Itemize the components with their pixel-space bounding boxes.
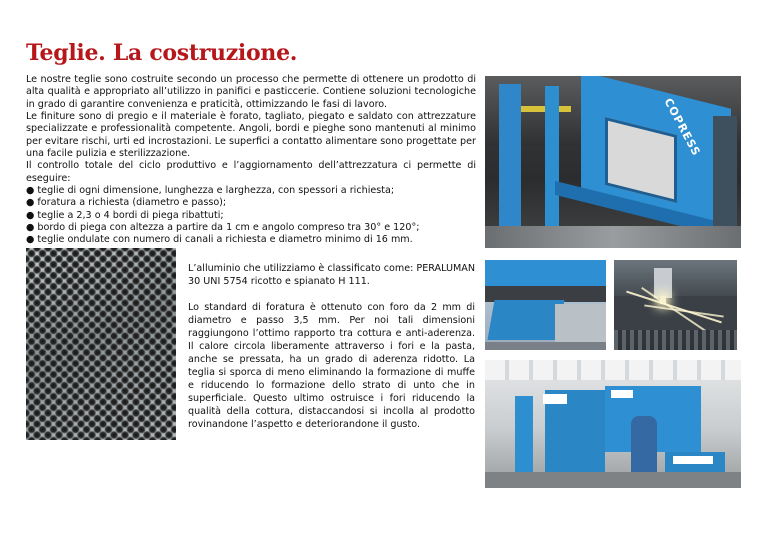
technical-text	[188, 262, 475, 444]
capabilities-list	[26, 185, 476, 247]
list-item: ● foratura a richiesta (diametro e passo);	[26, 197, 476, 209]
list-item: ● teglie a 2,3 o 4 bordi di piega ribattuti;	[26, 210, 476, 222]
workshop-photo	[485, 360, 741, 488]
intro-text	[26, 74, 476, 247]
intro-paragraph-control: Il controllo totale del ciclo produttivo e l’aggiornamento dell’attrezzatura ci permette di eseguire:	[26, 160, 476, 184]
bending-machine-photo	[485, 260, 606, 350]
perforation-paragraph: Lo standard di foratura è ottenuto con foro da 2 mm di diametro e passo 3,5 mm. Per noi tali dimensioni raggiungono l’ottimo rapporto tra cottura e anti-aderenza. Il calore circola liberamente attraverso i fori e la pasta, anche se pressata, ha un grado di aderenza ridotto. La teglia si sporca di meno eliminando la formazione di muffe e riducendo lo formazione dello strato di unto che in superficiale. Questo ultimo ostruisce i fori riducendo la qualità della cottura, distaccandosi si incolla al prodotto rovinandone l’aspetto e deteriorandone il gusto.	[188, 302, 475, 430]
page-title: Teglie. La costruzione.	[26, 40, 298, 66]
laser-cutting-photo	[614, 260, 737, 350]
brand-label: COPRESS	[661, 96, 703, 159]
perforated-sheet-image	[26, 248, 176, 440]
list-item: ● bordo di piega con altezza a partire da 1 cm e angolo compreso tra 30° e 120°;	[26, 222, 476, 234]
intro-paragraph-quality: Le nostre teglie sono costruite secondo un processo che permette di ottenere un prodotto di alta qualità e appropriato all’utilizzo in panifici e pasticcerie. Contiene soluzioni tecnologiche in grado di garantire convenienza e praticità, ottimizzando le fasi di lavoro.	[26, 74, 476, 110]
intro-paragraph-finishes: Le finiture sono di pregio e il materiale è forato, tagliato, piegato e saldato con attrezzature specializzate e professionalità competente. Angoli, bordi e pieghe sono mantenuti al minimo per evitare rischi, urti ed incrostazioni. Le superfici a contatto alimentare sono progettate per una facile pulizia e sterilizzazione.	[26, 111, 476, 160]
list-item: ● teglie di ogni dimensione, lunghezza e larghezza, con spessori a richiesta;	[26, 185, 476, 197]
material-paragraph: L’alluminio che utilizziamo è classificato come: PERALUMAN 30 UNI 5754 ricotto e spianato H 111.	[188, 263, 475, 287]
press-machine-photo	[485, 76, 741, 248]
list-item: ● teglie ondulate con numero di canali a richiesta e diametro minimo di 16 mm.	[26, 234, 476, 246]
